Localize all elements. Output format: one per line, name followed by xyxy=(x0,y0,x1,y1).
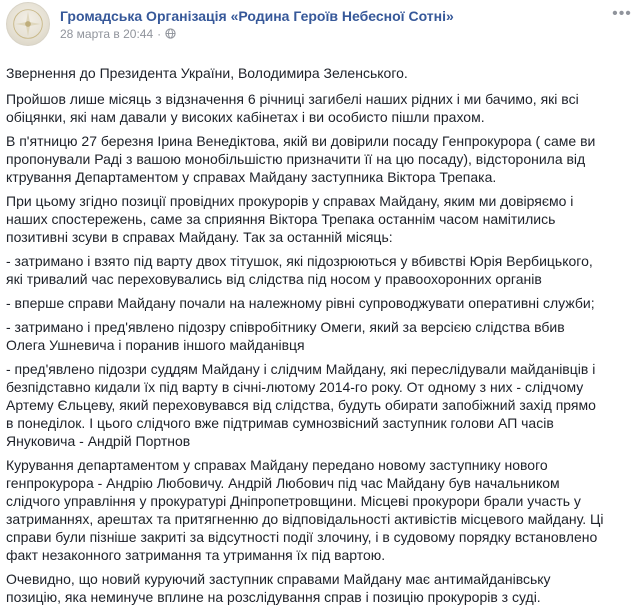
avatar-emblem-icon xyxy=(7,3,49,45)
post-paragraph: - вперше справи Майдану почали на належному рівні супроводжувати оперативні служби; xyxy=(6,295,595,311)
post-paragraph: Звернення до Президента України, Володимира Зеленського. xyxy=(6,65,408,81)
page-avatar[interactable] xyxy=(6,2,50,46)
post-meta xyxy=(60,27,176,41)
post-paragraph: - затримано і пред'явлено підозру співробітнику Омеги, який за версією слідства вбив Олега Ушневича і поранив іншого майданівця xyxy=(6,319,565,353)
post-paragraph: Пройшов лише місяць з відзначення 6 річниці загибелі наших рідних і ми бачимо, які всі обіцянки, які нам давали у високих кабінетах і ви особисто пішли прахом. xyxy=(6,91,579,125)
meta-separator: · xyxy=(157,27,162,41)
post-paragraph: - пред'явлено підозри суддям Майдану і слідчим Майдану, які переслідували майданівців і безпідставно кидали їх під варту в січні-лютому 2014-го року. От одному з них - слідчому Артему Єльцеву, який переховувався від слідства, будуть обирати запобіжний захід прямо в понеділок. І цього слідчого вже підтримав сумнозвісний заступник голови АП часів Януковича - Андрій Портнов xyxy=(6,361,596,449)
page-name-link[interactable]: Громадська Організація «Родина Героїв Небесної Сотні» xyxy=(60,8,454,24)
post-paragraph: При цьому згідно позиції провідних прокурорів у справах Майдану, яким ми довіряємо і наших спостережень, саме за сприяння Віктора Трепака останнім часом намітились позитивні зсуви в справах Майдану. Так за останній місяць: xyxy=(6,193,574,245)
globe-icon xyxy=(165,28,176,39)
post-paragraph: Очевидно, що новий куруючий заступник справами Майдану має антимайданівську позицію, яка неминуче вплине на розслідування справ і позицію прокурорів з суді. xyxy=(6,571,551,605)
post-timestamp[interactable]: 28 марта в 20:44 xyxy=(60,27,154,41)
post-header xyxy=(0,0,640,50)
post-paragraph: Курування департаментом у справах Майдану передано новому заступнику нового генпрокурора - Андрію Любовичу. Андрій Любович під час Майдану був начальником слідчого управління у прокуратурі Дніпропетровщини. Місцеві прокурори брали участь у затриманнях, арештах та притягненню до відповідальності активістів місцевого майдану. Ці справи були пізніше закриті за відсутності події злочину, і в судовому порядку встановлено факт незаконного затримання та утримання їх під вартою. xyxy=(6,457,604,563)
post-paragraph: В п'ятницю 27 березня Ірина Венедіктова, якій ви довірили посаду Генпрокурора ( саме ви пропонували Раді з вашою монобільшістю призначити її на цю посаду), відсторонила від ктрування Департаментом у справах Майдану заступника Віктора Трепака. xyxy=(6,133,596,185)
post-paragraph: - затримано і взято під варту двох тітушок, які підозрюються у вбивстві Юрія Вербицького, які тривалий час переховувались від слідства під носом у правоохоронних органів xyxy=(6,253,593,287)
post-body xyxy=(6,64,606,612)
more-options-icon[interactable]: ••• xyxy=(612,5,632,22)
